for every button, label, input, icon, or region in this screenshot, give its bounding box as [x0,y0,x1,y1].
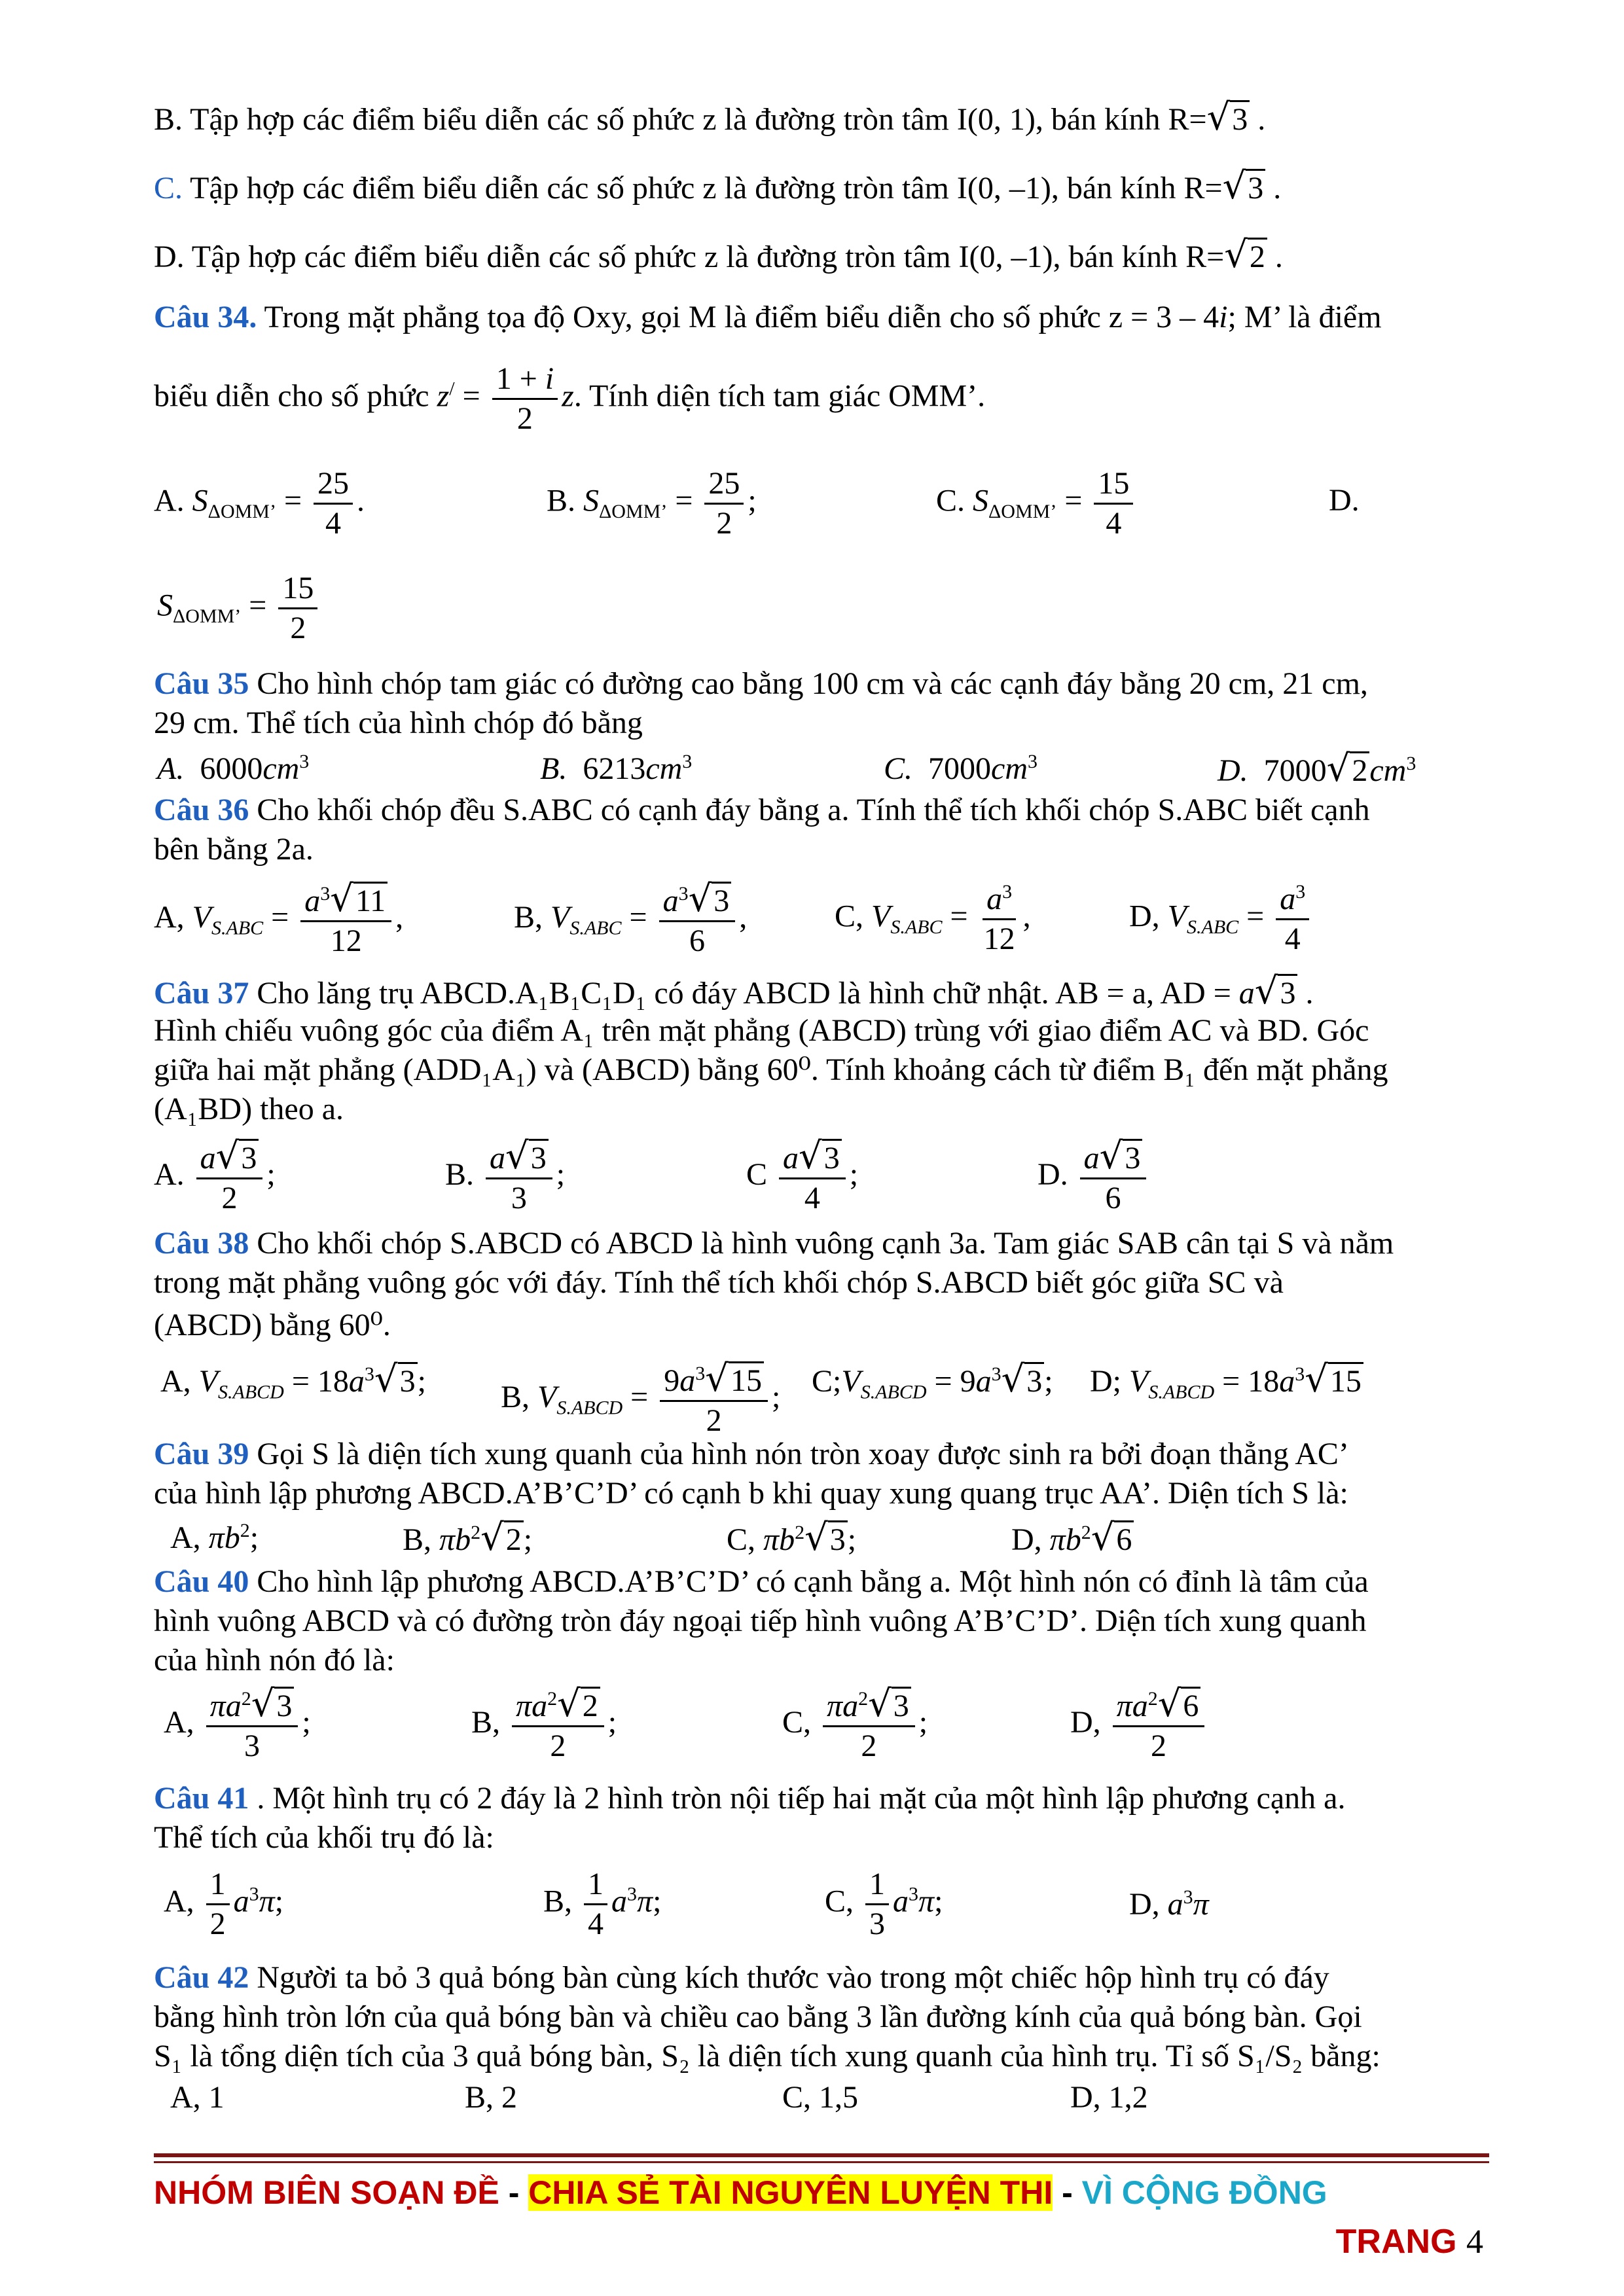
q36-option-a: A, $V_{S.ABC}$ = $\frac{a^3√11}{12}$ , [154,878,404,958]
q37-question-line3: giữa hai mặt phẳng (ADD₁A₁) và (ABCD) bằng 60⁰. Tính khoảng cách từ điểm B₁ đến mặt phẳng [154,1052,1388,1087]
q42-question-line3: S₁ là tổng diện tích của 3 quả bóng bàn, S₂ là diện tích xung quanh của hình trụ. Tỉ số S₁/S₂ bằng: [154,2039,1380,2073]
q41-option-d: D, $a^3\pi$ [1129,1886,1209,1922]
q37-question-line2: Hình chiếu vuông góc của điểm A₁ trên mặt phẳng (ABCD) trùng với giao điểm AC và BD. Góc [154,1013,1369,1048]
q42-option-c: C, 1,5 [782,2080,859,2115]
q36-option-d: D, $V_{S.ABC}$ = $\frac{a^3}{4}$ [1129,880,1313,958]
q42-question-line2: bằng hình tròn lớn của quả bóng bàn và chiều cao bằng 3 lần đường kính của quả bóng bàn. Gọi [154,2000,1362,2034]
q38-question-line3: (ABCD) bằng 60⁰. [154,1308,391,1342]
q40-question-line3: của hình nón đó là: [154,1643,395,1677]
q41-question-line2: Thể tích của khối trụ đó là: [154,1820,494,1855]
q34-option-c: C. $S_{\Delta OMM’}$ = $\frac{15}{4}$ [936,465,1137,543]
q40-option-c: C, $\frac{\pi a^2√3}{2}$ ; [782,1683,928,1763]
q37-option-a: A. $\frac{a√3}{2}$ ; [154,1135,276,1215]
q38-option-b: B, $V_{S.ABCD}$ = $\frac{9a^3√15}{2}$ ; [501,1357,781,1438]
q34-question: Câu 34. Trong mặt phẳng tọa độ Oxy, gọi M là điểm biểu diễn cho số phức z = 3 – 4i; M’ là điểm [154,300,1382,334]
q38-option-a: A, $V_{S.ABCD} = 18a^3√3$; [160,1358,426,1403]
q36-option-c: C, $V_{S.ABC}$ = $\frac{a^3}{12}$ , [835,881,1031,956]
q34-option-d-value: $S_{\Delta OMM’}$ = $\frac{15}{2}$ [157,569,321,647]
q41-question: Câu 41 . Một hình trụ có 2 đáy là 2 hình tròn nội tiếp hai mặt của một hình lập phương cạnh a. [154,1781,1346,1816]
q34-option-d: D. [1329,483,1360,518]
page-number: TRANG 4 [1335,2223,1483,2261]
q35-question: Câu 35 Cho hình chóp tam giác có đường cao bằng 100 cm và các cạnh đáy bằng 20 cm, 21 cm, [154,666,1368,701]
q37-option-b: B. $\frac{a√3}{3}$ ; [445,1135,566,1215]
footer-divider-thin [154,2161,1489,2163]
footer-slogan: CHIA SẺ TÀI NGUYÊN LUYỆN THI [528,2174,1053,2211]
q34-option-a: A. $S_{\Delta OMM’}$ = $\frac{25}{4}$ . [154,466,365,541]
q35-question-line2: 29 cm. Thể tích của hình chóp đó bằng [154,706,643,740]
q34-label: Câu 34. [154,300,257,334]
q38-option-c: $C;V_{S.ABCD} = 9a^3√3$; [812,1358,1053,1403]
q36-question: Câu 36 Cho khối chóp đều S.ABC có cạnh đáy bằng a. Tính thể tích khối chóp S.ABC biết cạnh [154,793,1370,827]
q35-option-b: B. $6213cm^3$ [540,751,693,786]
q42-question: Câu 42 Người ta bỏ 3 quả bóng bàn cùng kích thước vào trong một chiếc hộp hình trụ có đáy [154,1960,1329,1995]
footer-banner: NHÓM BIÊN SOẠN ĐỀ - CHIA SẺ TÀI NGUYÊN LUYỆN THI - VÌ CỘNG ĐỒNG [154,2174,1327,2211]
footer-divider-thick [154,2153,1489,2157]
q42-option-d: D, 1,2 [1070,2080,1148,2115]
q34-question-line2: biểu diễn cho số phức z/ = $\frac{1 + i}{2}$ z. Tính diện tích tam giác OMM’. [154,360,1489,445]
q38-question-line2: trong mặt phẳng vuông góc với đáy. Tính thể tích khối chóp S.ABCD biết góc giữa SC và [154,1265,1284,1300]
q34-fraction: $\frac{1 + i}{2}$ [492,360,558,438]
q39-question: Câu 39 Gọi S là diện tích xung quanh của hình nón tròn xoay được sinh ra bởi đoạn thẳng AC’ [154,1437,1349,1471]
q38-question: Câu 38 Cho khối chóp S.ABCD có ABCD là hình vuông cạnh 3a. Tam giác SAB cân tại S và nằm [154,1226,1394,1261]
footer-community: VÌ CỘNG ĐỒNG [1081,2174,1327,2211]
q40-option-d: D, $\frac{\pi a^2√6}{2}$ [1070,1685,1208,1765]
q40-option-b: B, $\frac{\pi a^2√2}{2}$ ; [471,1683,617,1763]
q41-option-b: B, $\frac{1}{4}$ $a^3\pi$; [543,1867,662,1941]
q40-question: Câu 40 Cho hình lập phương ABCD.A’B’C’D’ có cạnh bằng a. Một hình nón có đỉnh là tâm của [154,1564,1369,1599]
q35-option-d: D. $7000√2cm^3$ [1218,747,1416,790]
q39-option-d: D, $\pi b^2√6$ [1011,1518,1134,1560]
q37-question: Câu 37 Cho lăng trụ ABCD.A₁B₁C₁D₁ có đáy ABCD là hình chữ nhật. AB = a, AD = a√3 . [154,970,1314,1013]
q40-option-a: A, $\frac{\pi a^2√3}{3}$ ; [164,1683,311,1763]
q41-option-c: C, $\frac{1}{3}$ $a^3\pi$; [825,1867,943,1941]
q37-option-c: C $\frac{a√3}{4}$ ; [746,1135,859,1215]
q37-question-line4: (A₁BD) theo a. [154,1092,344,1126]
q35-option-a: A. $6000cm^3$ [157,751,310,786]
q36-option-b: B, $V_{S.ABC}$ = $\frac{a^3√3}{6}$ , [514,878,748,958]
q39-option-a: A, $\pi b^2$; [170,1520,259,1555]
q38-option-d: D; $V_{S.ABCD} = 18a^3√15$ [1090,1360,1363,1401]
q33-option-b: B. Tập hợp các điểm biểu diễn các số phức z là đường tròn tâm I(0, 1), bán kính R=√3 . [154,96,1266,139]
q37-option-d: D. $\frac{a√3}{6}$ [1038,1138,1150,1217]
q42-option-b: B, 2 [465,2080,518,2115]
q34-option-b: B. $S_{\Delta OMM’}$ = $\frac{25}{2}$ ; [547,466,757,541]
q40-question-line2: hình vuông ABCD và có đường tròn đáy ngoại tiếp hình vuông A’B’C’D’. Diện tích xung quanh [154,1604,1367,1638]
q39-question-line2: của hình lập phương ABCD.A’B’C’D’ có cạnh b khi quay xung quang trục AA’. Diện tích S là: [154,1476,1348,1511]
q33-option-c: C. Tập hợp các điểm biểu diễn các số phức z là đường tròn tâm I(0, –1), bán kính R=√3 . [154,165,1282,207]
q42-option-a: A, 1 [170,2080,225,2115]
q39-option-c: C, $\pi b^2√3$; [727,1516,857,1559]
footer-group-name: NHÓM BIÊN SOẠN ĐỀ [154,2174,499,2211]
q36-question-line2: bên bằng 2a. [154,832,314,867]
q33-option-d: D. Tập hợp các điểm biểu diễn các số phức z là đường tròn tâm I(0, –1), bán kính R=√2 . [154,234,1283,276]
q35-option-c: C. $7000cm^3$ [884,751,1038,786]
q41-option-a: A, $\frac{1}{2}$ $a^3\pi$; [164,1867,284,1941]
q39-option-b: B, $\pi b^2√2$; [403,1516,533,1559]
